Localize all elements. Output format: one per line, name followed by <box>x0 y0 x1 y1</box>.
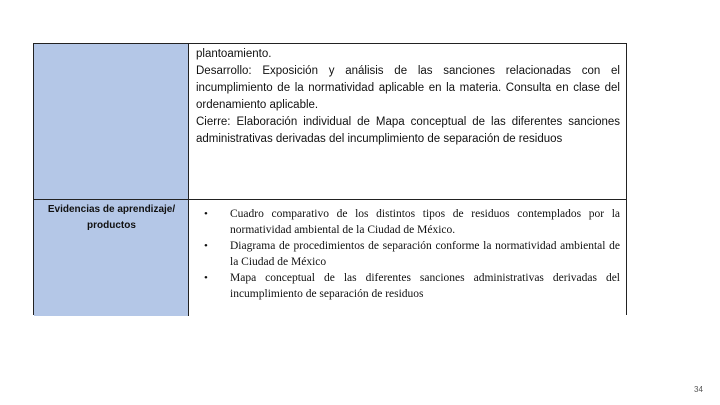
paragraph-desarrollo: Desarrollo: Exposición y análisis de las sanciones relacionadas con el incumplimiento de la normatividad aplicable en la materia. Consulta en clase del ordenamiento aplicable. <box>196 65 620 111</box>
row-content-cell <box>192 44 626 199</box>
list-item <box>202 206 620 238</box>
list-item-text: Mapa conceptual de las diferentes sanciones administrativas derivadas del incumplimiento de separación de residuos <box>230 272 620 300</box>
evidence-list <box>202 206 620 302</box>
table-row-development <box>34 44 626 200</box>
evidence-content-cell <box>192 200 626 316</box>
page-number: 34 <box>694 385 703 394</box>
list-item <box>202 270 620 302</box>
list-item-text: Diagrama de procedimientos de separación conforme la normatividad ambiental de la Ciudad de México <box>230 240 620 268</box>
row-label-cell <box>34 44 189 199</box>
activity-table <box>33 43 627 315</box>
bullet-icon: • <box>204 272 208 284</box>
bullet-icon: • <box>204 240 208 252</box>
list-item <box>202 238 620 270</box>
paragraph-cierre: Cierre: Elaboración individual de Mapa conceptual de las diferentes sanciones administrativas derivadas del incumplimiento de separación de residuos <box>196 116 620 145</box>
table-row-evidence <box>34 200 626 316</box>
evidence-label: Evidencias de aprendizaje/ productos <box>47 204 176 231</box>
evidence-label-cell <box>34 200 189 316</box>
paragraph-intro: plantoamiento. <box>196 48 272 60</box>
list-item-text: Cuadro comparativo de los distintos tipos de residuos contemplados por la normatividad ambiental de la Ciudad de México. <box>230 208 620 236</box>
bullet-icon: • <box>204 208 208 220</box>
